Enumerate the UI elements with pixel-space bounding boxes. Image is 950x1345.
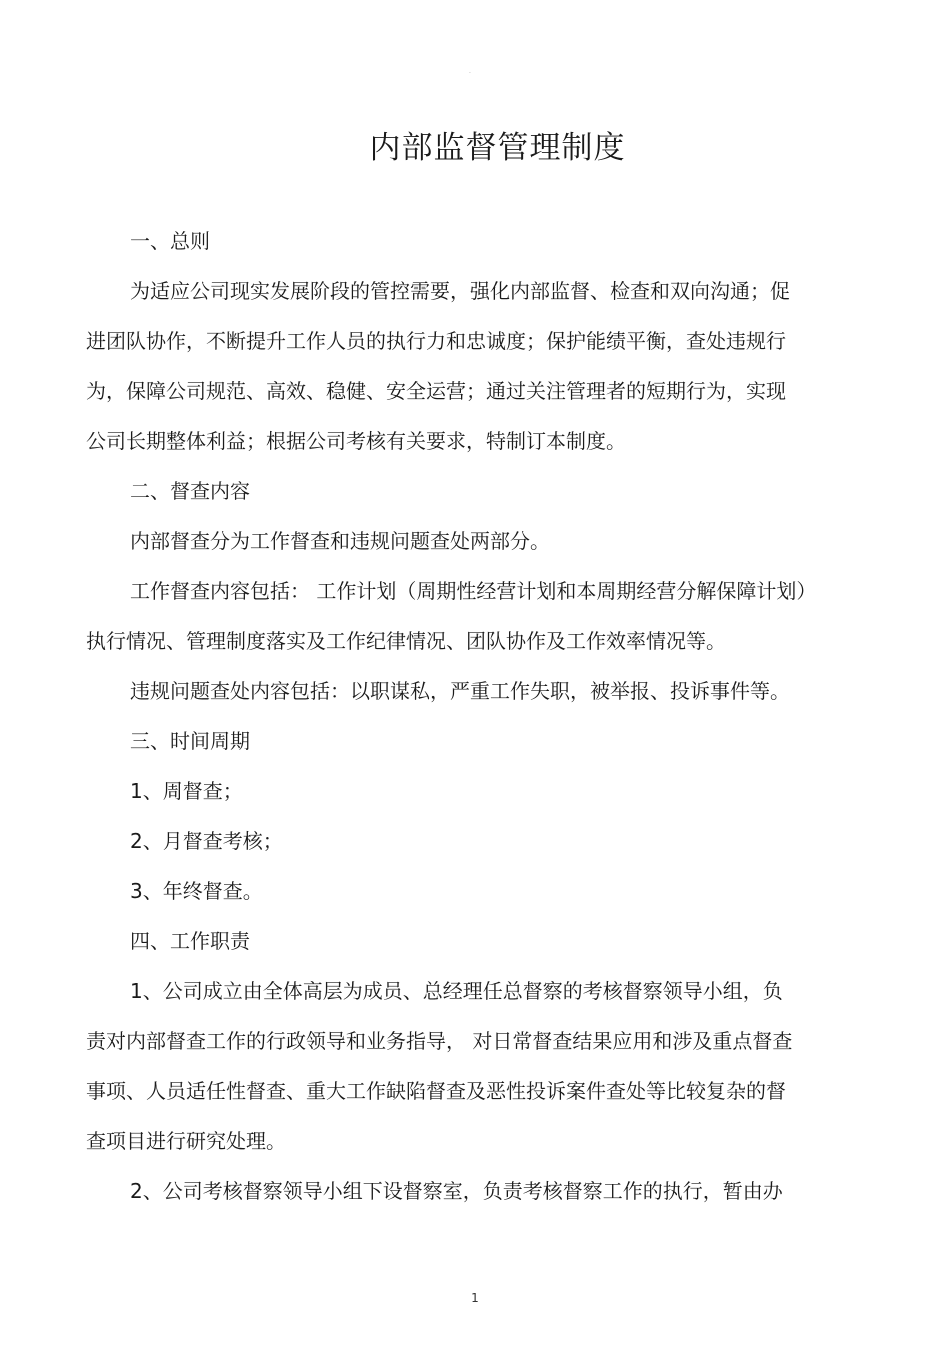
- list-item: 1、周督查；: [130, 779, 243, 803]
- page-number: 1: [471, 1291, 479, 1305]
- section-heading-general: 一、总则: [130, 229, 210, 253]
- paragraph-line: 进团队协作，不断提升工作人员的执行力和忠诚度；保护能绩平衡，查处违规行: [86, 329, 786, 353]
- list-item: 2、月督查考核；: [130, 829, 283, 853]
- document-title: 内部监督管理制度: [369, 130, 626, 166]
- list-item: 3、年终督查。: [130, 879, 263, 903]
- paragraph-line: 事项、人员适任性督查、重大工作缺陷督查及恶性投诉案件查处等比较复杂的督: [86, 1079, 786, 1103]
- section-heading-duties: 四、工作职责: [130, 929, 250, 953]
- paragraph-line: 工作督查内容包括： 工作计划（周期性经营计划和本周期经营分解保障计划）: [130, 579, 817, 603]
- paragraph-line: 2、公司考核督察领导小组下设督察室，负责考核督察工作的执行，暂由办: [130, 1179, 783, 1203]
- paragraph-line: 违规问题查处内容包括：以职谋私，严重工作失职，被举报、投诉事件等。: [130, 679, 790, 703]
- paragraph-line: 内部督查分为工作督查和违规问题查处两部分。: [130, 529, 550, 553]
- paragraph-line: 为，保障公司规范、高效、稳健、安全运营；通过关注管理者的短期行为，实现: [86, 379, 786, 403]
- paragraph-line: 查项目进行研究处理。: [86, 1129, 286, 1153]
- section-heading-content: 二、督查内容: [130, 479, 250, 503]
- header-mark: ·: [469, 70, 471, 77]
- paragraph-line: 公司长期整体利益；根据公司考核有关要求，特制订本制度。: [86, 429, 626, 453]
- paragraph-line: 执行情况、管理制度落实及工作纪律情况、团队协作及工作效率情况等。: [86, 629, 726, 653]
- paragraph-line: 1、公司成立由全体高层为成员、总经理任总督察的考核督察领导小组，负: [130, 979, 783, 1003]
- document-body: [86, 224, 846, 1224]
- paragraph-line: 责对内部督查工作的行政领导和业务指导， 对日常督查结果应用和涉及重点督查: [86, 1029, 793, 1053]
- paragraph-line: 为适应公司现实发展阶段的管控需要，强化内部监督、检查和双向沟通；促: [130, 279, 790, 303]
- section-heading-period: 三、时间周期: [130, 729, 250, 753]
